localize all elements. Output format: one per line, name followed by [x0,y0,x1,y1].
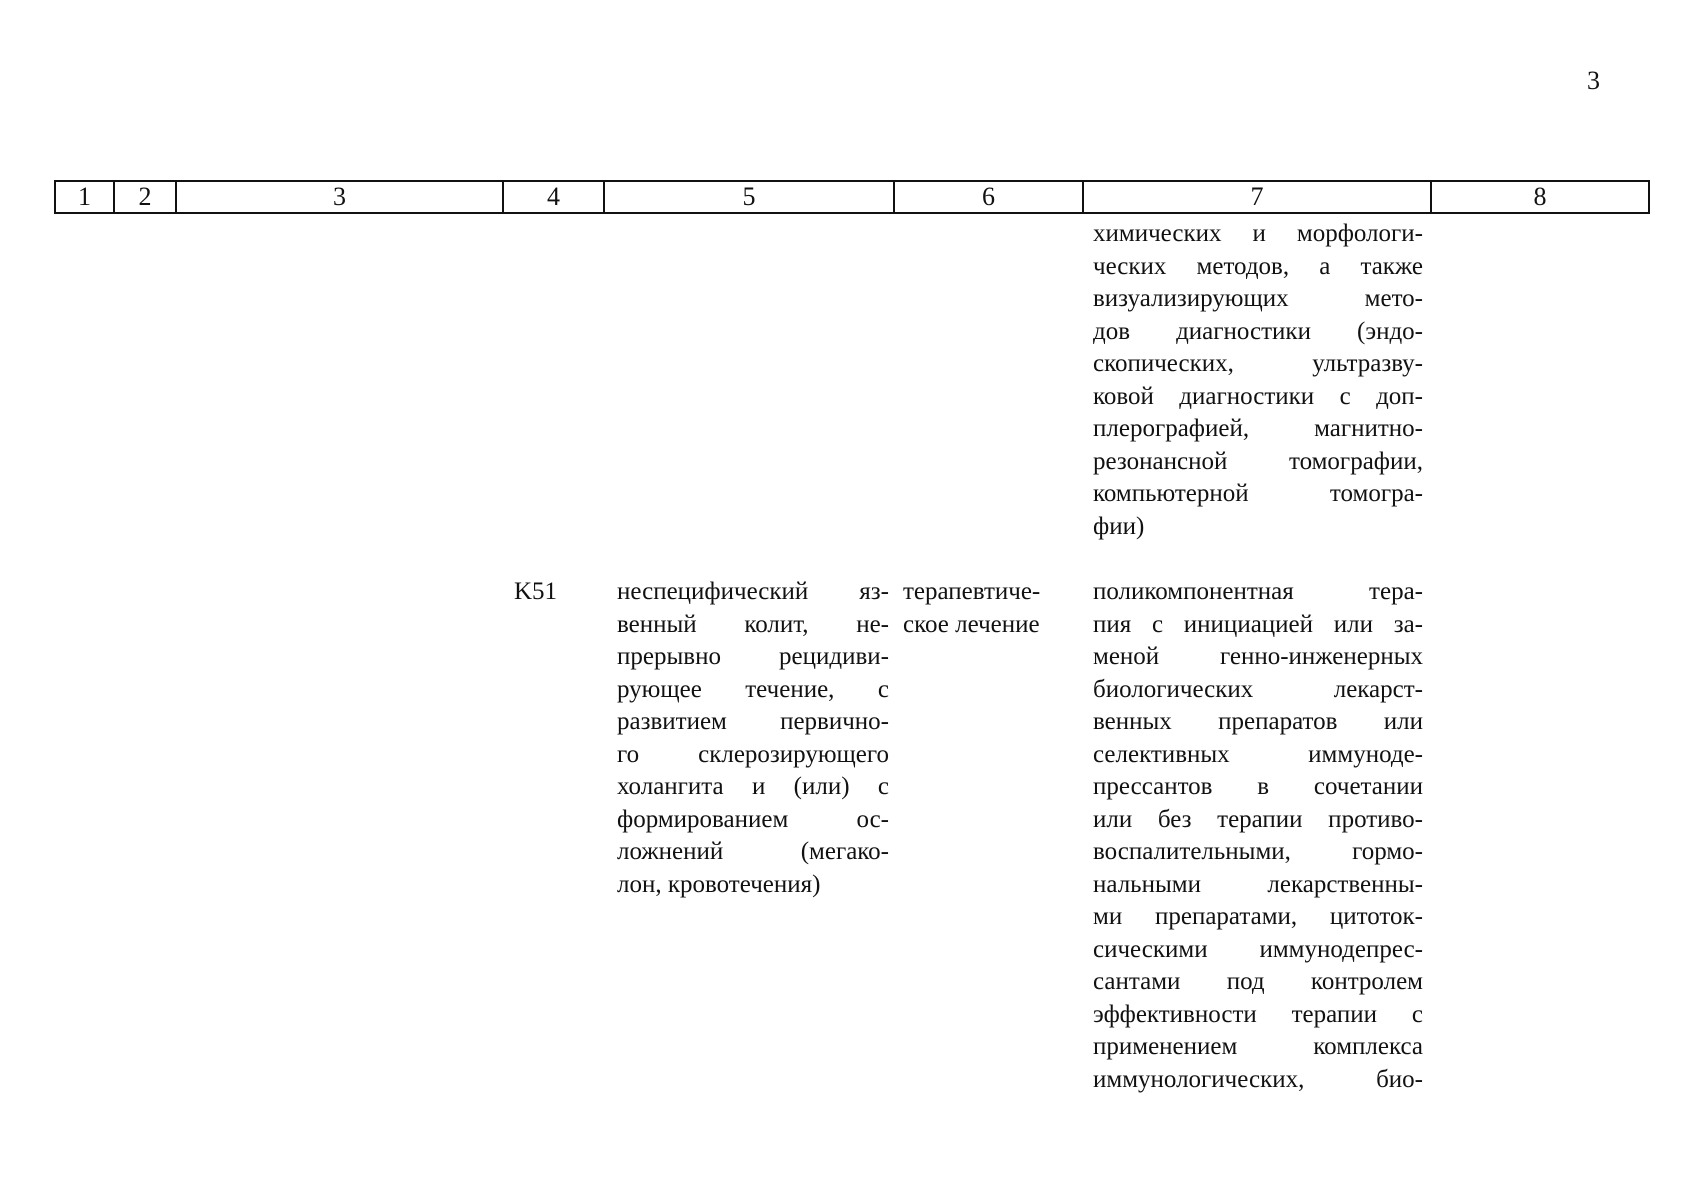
header-col-7: 7 [1082,182,1430,212]
header-col-5: 5 [603,182,893,212]
text-line: сическими иммунодепрес- [1093,935,1423,963]
text-line: неспецифический яз- [617,578,889,605]
text-line: холангита и (или) с [617,773,889,800]
text-line: химических и морфологи- [1093,220,1423,247]
text-line: биологических лекарст- [1093,675,1423,703]
text-line: развитием первично- [617,708,889,735]
text-line: формированием ос- [617,805,889,833]
text-line: терапевтиче- [903,578,1041,605]
text-line: дов диагностики (эндо- [1093,317,1423,345]
text-line: плерографией, магнитно- [1093,415,1423,442]
table-header-row [54,180,1650,214]
text-line: нальными лекарственны- [1093,870,1423,898]
text-line: ложнений (мегако- [617,838,889,865]
header-col-1: 1 [78,182,91,211]
diagnosis-text [617,576,889,901]
header-col-6: 6 [893,182,1082,212]
text-line: го склерозирующего [617,740,889,768]
text-line: воспалительными, гормо- [1093,838,1423,865]
text-line: ковой диагностики с доп- [1093,382,1423,410]
text-line: венных препаратов или [1093,708,1423,735]
continuation-method-text [1093,218,1423,543]
text-line: ское лечение [903,610,1040,638]
text-line: ческих методов, а также [1093,252,1423,280]
text-line: компьютерной томогра- [1093,480,1423,507]
page-number: 3 [1587,66,1600,95]
text-line: ми препаратами, цитоток- [1093,903,1423,930]
text-line: поликомпонентная тера- [1093,578,1423,605]
text-line: иммунологических, био- [1093,1065,1423,1093]
text-line: фии) [1093,512,1145,540]
header-col-8: 8 [1430,182,1648,212]
text-line: прессантов в сочетании [1093,773,1423,800]
text-line: пия с инициацией или за- [1093,610,1423,638]
text-line: или без терапии противо- [1093,805,1423,833]
text-line: сантами под контролем [1093,968,1423,995]
text-line: селективных иммуноде- [1093,740,1423,768]
text-line: эффективности терапии с [1093,1000,1423,1028]
text-line: рующее течение, с [617,675,889,703]
text-line: прерывно рецидиви- [617,643,889,670]
text-line: резонансной томографии, [1093,447,1423,475]
text-line: меной генно-инженерных [1093,643,1423,670]
treatment-type-text [903,576,1071,641]
text-line: визуализирующих мето- [1093,285,1423,312]
text-line: венный колит, не- [617,610,889,638]
text-line: лон, кровотечения) [617,870,821,898]
header-col-4: 4 [502,182,603,212]
header-col-2: 2 [113,182,175,212]
diagnosis-code: K51 [514,578,558,605]
text-line: скопических, ультразву- [1093,350,1423,377]
header-col-3: 3 [175,182,502,212]
treatment-method-text [1093,576,1423,1096]
text-line: применением комплекса [1093,1033,1423,1060]
